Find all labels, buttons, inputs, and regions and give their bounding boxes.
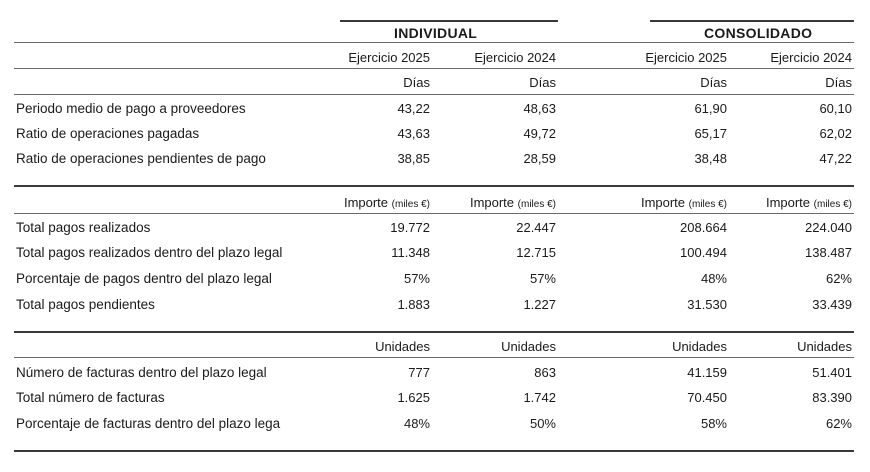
- section-divider: [14, 185, 854, 187]
- unit-name: Importe: [640, 195, 686, 210]
- cell: 1.742: [523, 390, 556, 405]
- row-label: Porcentaje de pagos dentro del plazo legal: [16, 271, 272, 286]
- cell: 50%: [529, 416, 556, 431]
- cell: 1.227: [523, 297, 556, 312]
- cell: 49,72: [523, 126, 556, 141]
- cell: 62,02: [819, 126, 852, 141]
- cell: 57%: [529, 271, 556, 286]
- unit-label: [732, 195, 852, 210]
- unit-suffix: (miles €): [688, 199, 727, 210]
- unit-label: Unidades: [672, 339, 727, 354]
- row-label: Total pagos realizados: [16, 220, 151, 235]
- cell: 60,10: [819, 101, 852, 116]
- table-bottom-rule: [14, 450, 854, 452]
- cell: 1.883: [397, 297, 430, 312]
- cell: 41.159: [687, 365, 727, 380]
- cell: 11.348: [391, 245, 430, 260]
- cell: 38,48: [694, 151, 727, 166]
- cell: 70.450: [687, 390, 727, 405]
- column-header-rule: [14, 68, 854, 69]
- group-header-individual: INDIVIDUAL: [394, 25, 478, 41]
- cell: 208.664: [680, 220, 727, 235]
- cell: 48,63: [523, 101, 556, 116]
- unit-label: Días: [403, 75, 430, 90]
- cell: 38,85: [397, 151, 430, 166]
- cell: 83.390: [812, 390, 852, 405]
- unit-suffix: (miles €): [391, 199, 430, 210]
- cell: 43,63: [397, 126, 430, 141]
- unit-label: Días: [825, 75, 852, 90]
- cell: 777: [408, 365, 430, 380]
- section-rule: [14, 213, 854, 214]
- unit-label: Unidades: [375, 339, 430, 354]
- unit-label: Días: [529, 75, 556, 90]
- cell: 33.439: [812, 297, 852, 312]
- unit-label: [607, 195, 727, 210]
- cell: 28,59: [523, 151, 556, 166]
- column-header: Ejercicio 2025: [348, 50, 430, 65]
- row-label: Total número de facturas: [16, 390, 165, 405]
- cell: 58%: [700, 416, 727, 431]
- section-divider: [14, 331, 854, 333]
- cell: 43,22: [397, 101, 430, 116]
- cell: 863: [534, 365, 556, 380]
- cell: 48%: [700, 271, 727, 286]
- column-header: Ejercicio 2025: [645, 50, 727, 65]
- cell: 12.715: [516, 245, 556, 260]
- row-label: Ratio de operaciones pendientes de pago: [16, 151, 266, 166]
- unit-name: Importe: [343, 195, 389, 210]
- table-top-rule: [14, 42, 854, 43]
- row-label: Total pagos realizados dentro del plazo legal: [16, 245, 283, 260]
- unit-suffix: (miles €): [813, 199, 852, 210]
- cell: 224.040: [805, 220, 852, 235]
- cell: 62%: [825, 271, 852, 286]
- unit-label: [310, 195, 430, 210]
- cell: 31.530: [687, 297, 727, 312]
- unit-suffix: (miles €): [517, 199, 556, 210]
- cell: 22.447: [516, 220, 556, 235]
- cell: 19.772: [390, 220, 430, 235]
- column-header: Ejercicio 2024: [474, 50, 556, 65]
- unit-name: Importe: [765, 195, 811, 210]
- column-header: Ejercicio 2024: [770, 50, 852, 65]
- row-label: Periodo medio de pago a proveedores: [16, 101, 246, 116]
- unit-label: [436, 195, 556, 210]
- cell: 61,90: [694, 101, 727, 116]
- row-label: Ratio de operaciones pagadas: [16, 126, 200, 141]
- section-rule: [14, 357, 854, 358]
- cell: 51.401: [812, 365, 852, 380]
- row-label: Total pagos pendientes: [16, 297, 155, 312]
- header-rule-top: [650, 20, 854, 22]
- unit-label: Días: [700, 75, 727, 90]
- cell: 62%: [825, 416, 852, 431]
- row-label: Número de facturas dentro del plazo legal: [16, 365, 267, 380]
- cell: 138.487: [805, 245, 852, 260]
- cell: 100.494: [680, 245, 727, 260]
- header-rule-top: [340, 20, 558, 22]
- unit-name: Importe: [469, 195, 515, 210]
- unit-label: Unidades: [797, 339, 852, 354]
- cell: 57%: [403, 271, 430, 286]
- unit-label: Unidades: [501, 339, 556, 354]
- cell: 65,17: [694, 126, 727, 141]
- section-rule: [14, 94, 854, 95]
- row-label: Porcentaje de facturas dentro del plazo lega: [16, 416, 281, 431]
- group-header-consolidado: CONSOLIDADO: [704, 25, 813, 41]
- cell: 1.625: [397, 390, 430, 405]
- cell: 47,22: [819, 151, 852, 166]
- cell: 48%: [403, 416, 430, 431]
